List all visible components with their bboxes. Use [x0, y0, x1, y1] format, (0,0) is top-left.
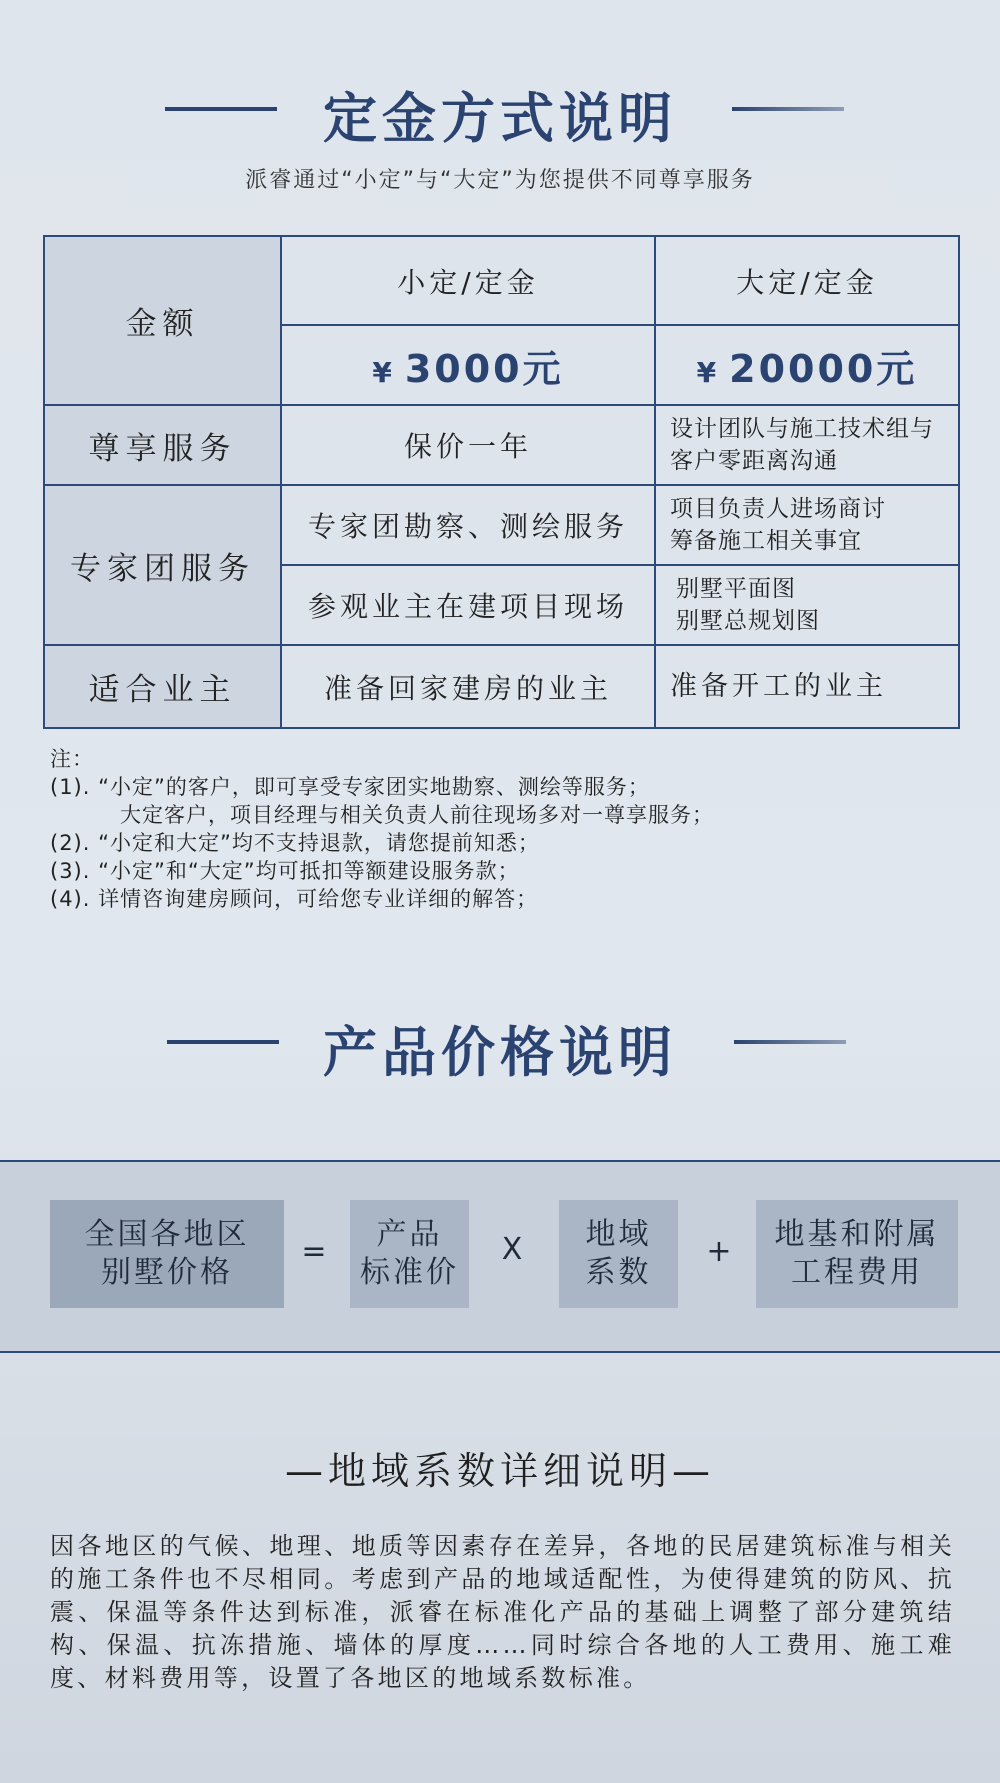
big-expert-2-line2: 别墅总规划图 [676, 608, 820, 634]
note-1-continued: 大定客户，项目经理与相关负责人前往现场多对一尊享服务； [120, 803, 714, 827]
note-1: (1). “小定”的客户，即可享受专家团实地勘察、测绘等服务； [50, 775, 650, 799]
owner-label: 适合业主 [44, 645, 281, 728]
region-coefficient-heading: —地域系数详细说明— [284, 1449, 715, 1493]
small-service: 保价一年 [281, 405, 655, 485]
big-expert-1 [655, 485, 959, 565]
equals-sign: = [301, 1234, 327, 1269]
notes [50, 745, 950, 913]
deposit-table [43, 235, 960, 729]
big-price-value: 20000元 [729, 346, 918, 391]
title-decor-line-right [732, 107, 844, 111]
standard-price-line2: 标准价 [360, 1255, 459, 1290]
multiply-sign: X [501, 1232, 523, 1267]
amount-label: 金额 [44, 236, 281, 405]
big-expert-1-line1: 项目负责人进场商讨 [670, 496, 886, 522]
region-coefficient-line2: 系数 [585, 1255, 652, 1290]
big-deposit-header: 大定/定金 [655, 236, 959, 325]
big-owner: 准备开工的业主 [655, 645, 959, 728]
small-deposit-price [281, 325, 655, 405]
note-3: (3). “小定”和“大定”均可抵扣等额建设服务款； [50, 859, 520, 883]
note-4: (4). 详情咨询建房顾问，可给您专业详细的解答； [50, 887, 539, 911]
small-owner: 准备回家建房的业主 [281, 645, 655, 728]
region-coefficient-paragraph: 因各地区的气候、地理、地质等因素存在差异，各地的民居建筑标准与相关的施工条件也不尽相同。考虑到产品的地域适配性，为使得建筑的防风、抗震、保温等条件达到标准，派睿在标准化产品的基础上调整了部分建筑结构、保温、抗冻措施、墙体的厚度……同时综合各地的人工费用、施工难度、材料费用等，设置了各地区的地域系数标准。 [50, 1532, 955, 1692]
foundation-cost-line2: 工程费用 [791, 1255, 923, 1290]
small-expert-1: 专家团勘察、测绘服务 [281, 485, 655, 565]
price-formula [0, 1160, 1000, 1353]
big-service-line2: 客户零距离沟通 [670, 448, 838, 474]
regional-price-line2: 别墅价格 [101, 1255, 233, 1290]
title-decor-line-right [734, 1040, 846, 1044]
foundation-cost-line1: 地基和附属 [774, 1217, 940, 1252]
expert-label: 专家团服务 [44, 485, 281, 645]
note-2: (2). “小定和大定”均不支持退款，请您提前知悉； [50, 831, 540, 855]
deposit-subtitle: 派睿通过“小定”与“大定”为您提供不同尊享服务 [245, 168, 755, 193]
regional-price-box [50, 1200, 284, 1308]
region-coefficient-box [559, 1200, 678, 1308]
deposit-section-title: 定金方式说明 [323, 87, 677, 150]
small-expert-2: 参观业主在建项目现场 [281, 565, 655, 645]
service-label: 尊享服务 [44, 405, 281, 485]
standard-price-box [350, 1200, 469, 1308]
big-expert-1-line2: 筹备施工相关事宜 [670, 528, 862, 554]
plus-sign: + [706, 1234, 732, 1269]
foundation-cost-box [756, 1200, 958, 1308]
standard-price-line1: 产品 [376, 1217, 443, 1252]
small-price-value: 3000元 [404, 346, 564, 391]
price-section-title: 产品价格说明 [323, 1021, 677, 1084]
big-service [655, 405, 959, 485]
big-expert-2-line1: 别墅平面图 [676, 576, 796, 602]
notes-heading: 注： [50, 747, 94, 771]
big-deposit-price [655, 325, 959, 405]
yen-symbol: ¥ [372, 355, 395, 389]
yen-symbol: ¥ [696, 355, 720, 389]
small-deposit-header: 小定/定金 [281, 236, 655, 325]
regional-price-line1: 全国各地区 [84, 1217, 250, 1252]
big-service-line1: 设计团队与施工技术组与 [670, 416, 934, 442]
region-coefficient-line1: 地域 [585, 1217, 652, 1252]
big-expert-2 [655, 565, 959, 645]
